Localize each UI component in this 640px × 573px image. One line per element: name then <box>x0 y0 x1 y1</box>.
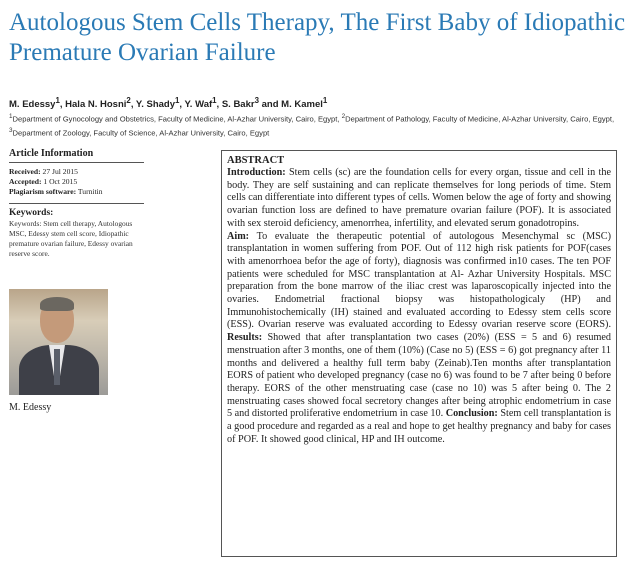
results-text: Showed that after transplantation two cases (20%) (ESS = 5 and 6) resumed menstruation after 3 months, one of them (10%) (Case no 5) (ESS = 6) got pregnancy after 11 months and delivered a healthy full term baby (Zeinab).Ten months after transplantation EORS of patient who developed pregnancy (case no 6) was found to be 7 after being 0 before therapy. EORS of the other menstruating case (case no 10) was 5 after being 0. The 2 menstruating cases showed focal secretory changes after being atrophic endometrium in case 5 and distorted proliferative endometrium in case 10. <box>227 332 611 420</box>
aim-text: To evaluate the therapeutic potential of autologous Mesenchymal sc (MSC) transplantation in women suffering from POF. Out of 112 high risk patients for POF(cases with amenorrhoea befor the age of forty), diagnosis was confirmed in10 cases. The ten POF patients were scheduled for MSC transplantation at Al- Azhar University Hospitals. MSC preparation from the bone marrow of the iliac crest was laparoscopically injected into the ovaries. Endometrial fractional biopsy was histopathologicaly (HP) and Immunohistochemically (IH) stained and evaluated according to Edessy stem cells score (ESS). Ovarian reserve was evaluated according to Edessy ovarian reserve score (EORS). <box>227 230 611 331</box>
conclusion-text: Stem cell transplantation is a good procedure and regarded as a real and hope to get healthy pregnancy and baby for cases of POF. It showed good clinical, HP and IH outcome. <box>227 408 612 445</box>
abstract-box <box>221 150 617 557</box>
affiliations <box>9 111 627 138</box>
article-info-sidebar <box>9 148 144 259</box>
article-info-heading: Article Information <box>9 148 144 163</box>
author-affiliation-mark: 1 <box>55 96 60 105</box>
plagiarism-value: Turnitin <box>76 187 103 196</box>
plagiarism-label: Plagiarism software: <box>9 187 77 196</box>
received-label: Received: <box>9 167 41 176</box>
author-name: Y. Shady <box>135 99 175 111</box>
affiliation-text: Department of Zoology, Faculty of Science, Al-Azhar University, Cairo, Egypt <box>12 128 270 138</box>
photo-hair-shape <box>40 297 74 311</box>
abstract-heading: ABSTRACT <box>227 155 285 166</box>
aim-label: Aim: <box>227 230 250 242</box>
author-affiliation-mark: 1 <box>212 96 217 105</box>
author-list: M. Edessy$^1$, Hala N. Hosni$^2$, Y. Shady$^1$, Y. Waf$^1$, S. Bakr$^3$ and M. Kamel$^1$ <box>9 96 328 111</box>
keywords-text: Keywords: Stem cell therapy, Autologous MSC, Edessy stem cell score, Idiopathic premature ovarian failure, Edessy ovarian reserve score. <box>9 219 133 258</box>
conclusion-label: Conclusion: <box>445 408 498 420</box>
author-name: S. Bakr <box>221 99 255 111</box>
accepted-label: Accepted: <box>9 177 42 186</box>
introduction-label: Introduction: <box>227 167 286 178</box>
received-date <box>9 167 144 177</box>
photo-caption: M. Edessy <box>9 402 52 413</box>
accepted-value: 1 Oct 2015 <box>41 177 78 186</box>
received-value: 27 Jul 2015 <box>40 167 78 176</box>
photo-tie-shape <box>54 349 60 385</box>
affiliation-text: Department of Pathology, Faculty of Medicine, Al-Azhar University, Cairo, Egypt, <box>345 114 615 124</box>
abstract-body <box>227 167 611 446</box>
author-photo <box>9 289 108 395</box>
author-name: Y. Waf <box>184 99 213 111</box>
author-affiliation-mark: 3 <box>254 96 259 105</box>
introduction-text: Stem cells (sc) are the foundation cells for every organ, tissue and cell in the body. They are self sustaining and can replicate themselves for long periods of time. Stem cells can differentiate into different types of cells. Women below the age of forty and showing ovarian function loss are defined to have premature ovarian failure (POF). It is associated with sex steroid deficiency, amenorrhea, infertility, and elevated serum gonadotropins. <box>227 167 611 229</box>
keywords-heading: Keywords: <box>9 208 54 218</box>
author-name: M. Kamel <box>281 99 323 111</box>
affiliation-mark: 2 <box>341 113 346 120</box>
author-affiliation-mark: 1 <box>322 96 328 105</box>
author-affiliation-mark: 2 <box>126 96 131 105</box>
results-label: Results: <box>227 332 263 344</box>
accepted-date <box>9 177 144 187</box>
divider <box>9 203 144 204</box>
plagiarism-software <box>9 187 144 197</box>
affiliation-mark: 3 <box>9 126 13 134</box>
author-affiliation-mark: 1 <box>175 96 180 105</box>
paper-title: Autologous Stem Cells Therapy, The First Baby of Idiopathic Premature Ovarian Failure <box>9 9 626 66</box>
author-name: Hala N. Hosni <box>65 99 127 111</box>
affiliation-text: Department of Gynocology and Obstetrics, Faculty of Medicine, Al-Azhar University, Cairo, Egypt, <box>12 114 342 124</box>
author-name: M. Edessy <box>9 99 56 111</box>
affiliation-mark: 1 <box>9 113 13 120</box>
